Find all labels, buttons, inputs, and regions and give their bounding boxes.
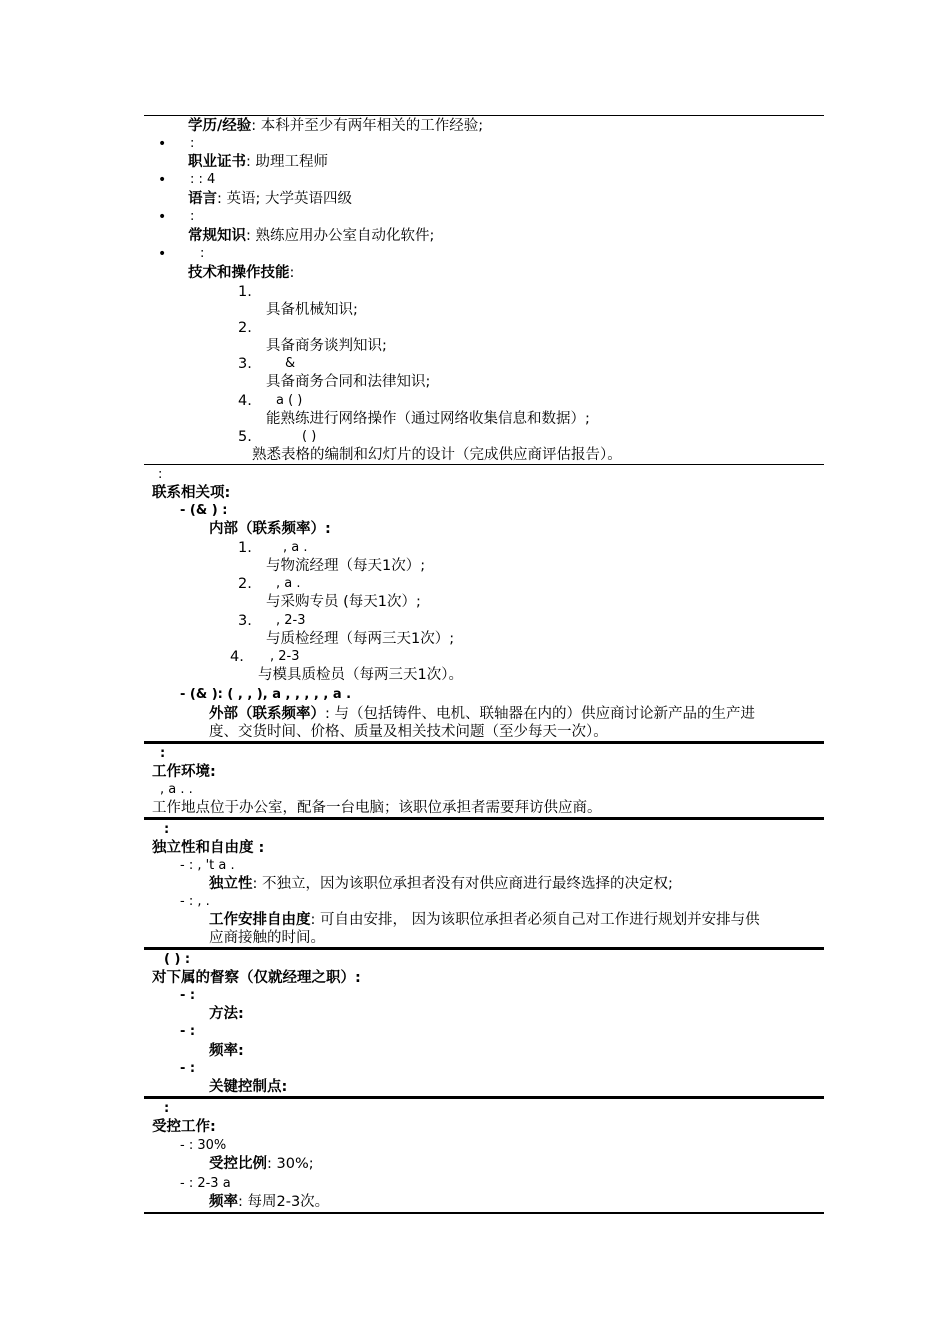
language-line [188, 190, 352, 208]
skills-item-number: 1. [238, 284, 252, 300]
skills-item-number: 2. [238, 320, 252, 336]
independence-heading: 独立性和自由度 : [152, 840, 265, 856]
language-label: 语言 [188, 191, 217, 207]
skills-heading: 技术和操作技能: [188, 265, 295, 281]
schedule-freedom-label: 工作安排自由度 [209, 912, 311, 928]
fragment-text: : [164, 822, 170, 837]
control-ratio-label: 受控比例 [209, 1156, 267, 1172]
independence-label: 独立性 [209, 876, 253, 892]
bullet: • [158, 246, 167, 262]
contact-item-number: 2. [238, 576, 252, 592]
fragment-text: : : 4 [190, 172, 216, 187]
bullet: • [158, 209, 167, 225]
contact-item-number: 3. [238, 613, 252, 629]
control-frequency-line [209, 1193, 329, 1211]
fragment-text: : [200, 246, 205, 261]
skills-label: 技术和操作技能 [188, 265, 290, 281]
external-contact-text: : 与（包括铸件、电机、联轴器在内的）供应商讨论新产品的生产进 [325, 706, 755, 722]
control-ratio-line [209, 1155, 314, 1173]
supervision-control-points-label: 关键控制点: [209, 1079, 288, 1095]
contact-item-text: 与物流经理（每天1次）; [266, 558, 426, 574]
skills-item-text: 具备商务合同和法律知识; [266, 374, 431, 390]
internal-contact-label: 内部（联系频率）: [209, 521, 331, 537]
supervision-method-label: 方法: [209, 1006, 244, 1022]
divider [144, 947, 824, 950]
contact-item-text: 与模具质检员（每两三天1次）。 [258, 667, 463, 683]
fragment-text: - : [180, 1061, 196, 1076]
skills-item-number: 4. [238, 393, 252, 409]
education-line [188, 117, 483, 135]
education-value: : 本科并至少有两年相关的工作经验; [251, 118, 484, 134]
control-frequency-text: : 每周2-3次。 [238, 1194, 330, 1210]
controlled-work-heading: 受控工作: [152, 1119, 216, 1135]
fragment-text: - : 30% [180, 1138, 227, 1153]
contact-item-number: 1. [238, 540, 252, 556]
external-contact-line [209, 705, 755, 723]
contact-item-text: 与质检经理（每两三天1次）; [266, 631, 455, 647]
supervision-heading: 对下属的督察（仅就经理之职）: [152, 970, 361, 986]
divider [144, 1096, 824, 1099]
fragment-text: - : , 't a . [180, 858, 235, 873]
fragment-text: & [285, 356, 296, 371]
contact-heading: 联系相关项: [152, 485, 231, 501]
schedule-freedom-line [209, 911, 760, 929]
external-contact-label: 外部（联系频率） [209, 706, 325, 722]
bullet: • [158, 136, 167, 152]
fragment-text: : [190, 209, 195, 224]
fragment-text: , a . [283, 540, 308, 555]
fragment-text: - : [180, 988, 196, 1003]
certificate-value: : 助理工程师 [246, 154, 328, 170]
schedule-freedom-text: : 可自由安排， 因为该职位承担者必须自己对工作进行规划并安排与供 [310, 912, 760, 928]
fragment-text: : [160, 746, 166, 761]
fragment-text: - : , . [180, 894, 210, 909]
fragment-text: - : 2-3 a [180, 1176, 231, 1191]
fragment-text: , a . . [160, 782, 193, 797]
divider [144, 464, 824, 465]
schedule-freedom-text-cont: 应商接触的时间。 [209, 930, 325, 946]
external-contact-text-cont: 度、交货时间、价格、质量及相关技术问题（至少每天一次）。 [209, 724, 608, 740]
fragment-text: : [158, 467, 163, 482]
divider [144, 741, 824, 744]
control-ratio-text: : 30%; [267, 1156, 314, 1172]
certificate-label: 职业证书 [188, 154, 246, 170]
fragment-text: a ( ) [276, 393, 303, 408]
general-knowledge-value: : 熟练应用办公室自动化软件; [246, 228, 435, 244]
general-knowledge-line [188, 227, 434, 245]
fragment-text: - (& ) : [180, 503, 228, 518]
bullet: • [158, 172, 167, 188]
skills-item-number: 5. [238, 429, 252, 445]
supervision-frequency-label: 频率: [209, 1043, 244, 1059]
contact-item-text: 与采购专员 (每天1次）; [266, 594, 421, 610]
divider [144, 115, 824, 116]
divider [144, 1212, 824, 1214]
skills-item-text: 具备机械知识; [266, 302, 358, 318]
certificate-line [188, 153, 328, 171]
fragment-text: , 2-3 [270, 649, 300, 664]
contact-item-number: 4. [230, 649, 244, 665]
environment-heading: 工作环境: [152, 764, 216, 780]
fragment-text: - (& ): ( , , ), a , , , , , a . [180, 687, 352, 702]
divider [144, 817, 824, 820]
skills-item-number: 3. [238, 356, 252, 372]
fragment-text: ( ) : [164, 952, 191, 967]
education-label: 学历/经验 [188, 118, 252, 134]
environment-text: 工作地点位于办公室，配备一台电脑；该职位承担者需要拜访供应商。 [152, 800, 602, 816]
fragment-text: - : [180, 1024, 196, 1039]
fragment-text: : [190, 136, 195, 151]
language-value: : 英语; 大学英语四级 [217, 191, 352, 207]
general-knowledge-label: 常规知识 [188, 228, 246, 244]
control-frequency-label: 频率 [209, 1194, 238, 1210]
skills-item-text: 熟悉表格的编制和幻灯片的设计（完成供应商评估报告）。 [252, 447, 622, 463]
fragment-text: , 2-3 [276, 613, 306, 628]
skills-item-text: 能熟练进行网络操作（通过网络收集信息和数据）; [266, 411, 590, 427]
fragment-text: , a . [276, 576, 301, 591]
independence-line [209, 875, 673, 893]
fragment-text: : [164, 1101, 170, 1116]
skills-item-text: 具备商务谈判知识; [266, 338, 387, 354]
independence-text: : 不独立，因为该职位承担者没有对供应商进行最终选择的决定权; [252, 876, 673, 892]
fragment-text: ( ) [302, 429, 317, 444]
